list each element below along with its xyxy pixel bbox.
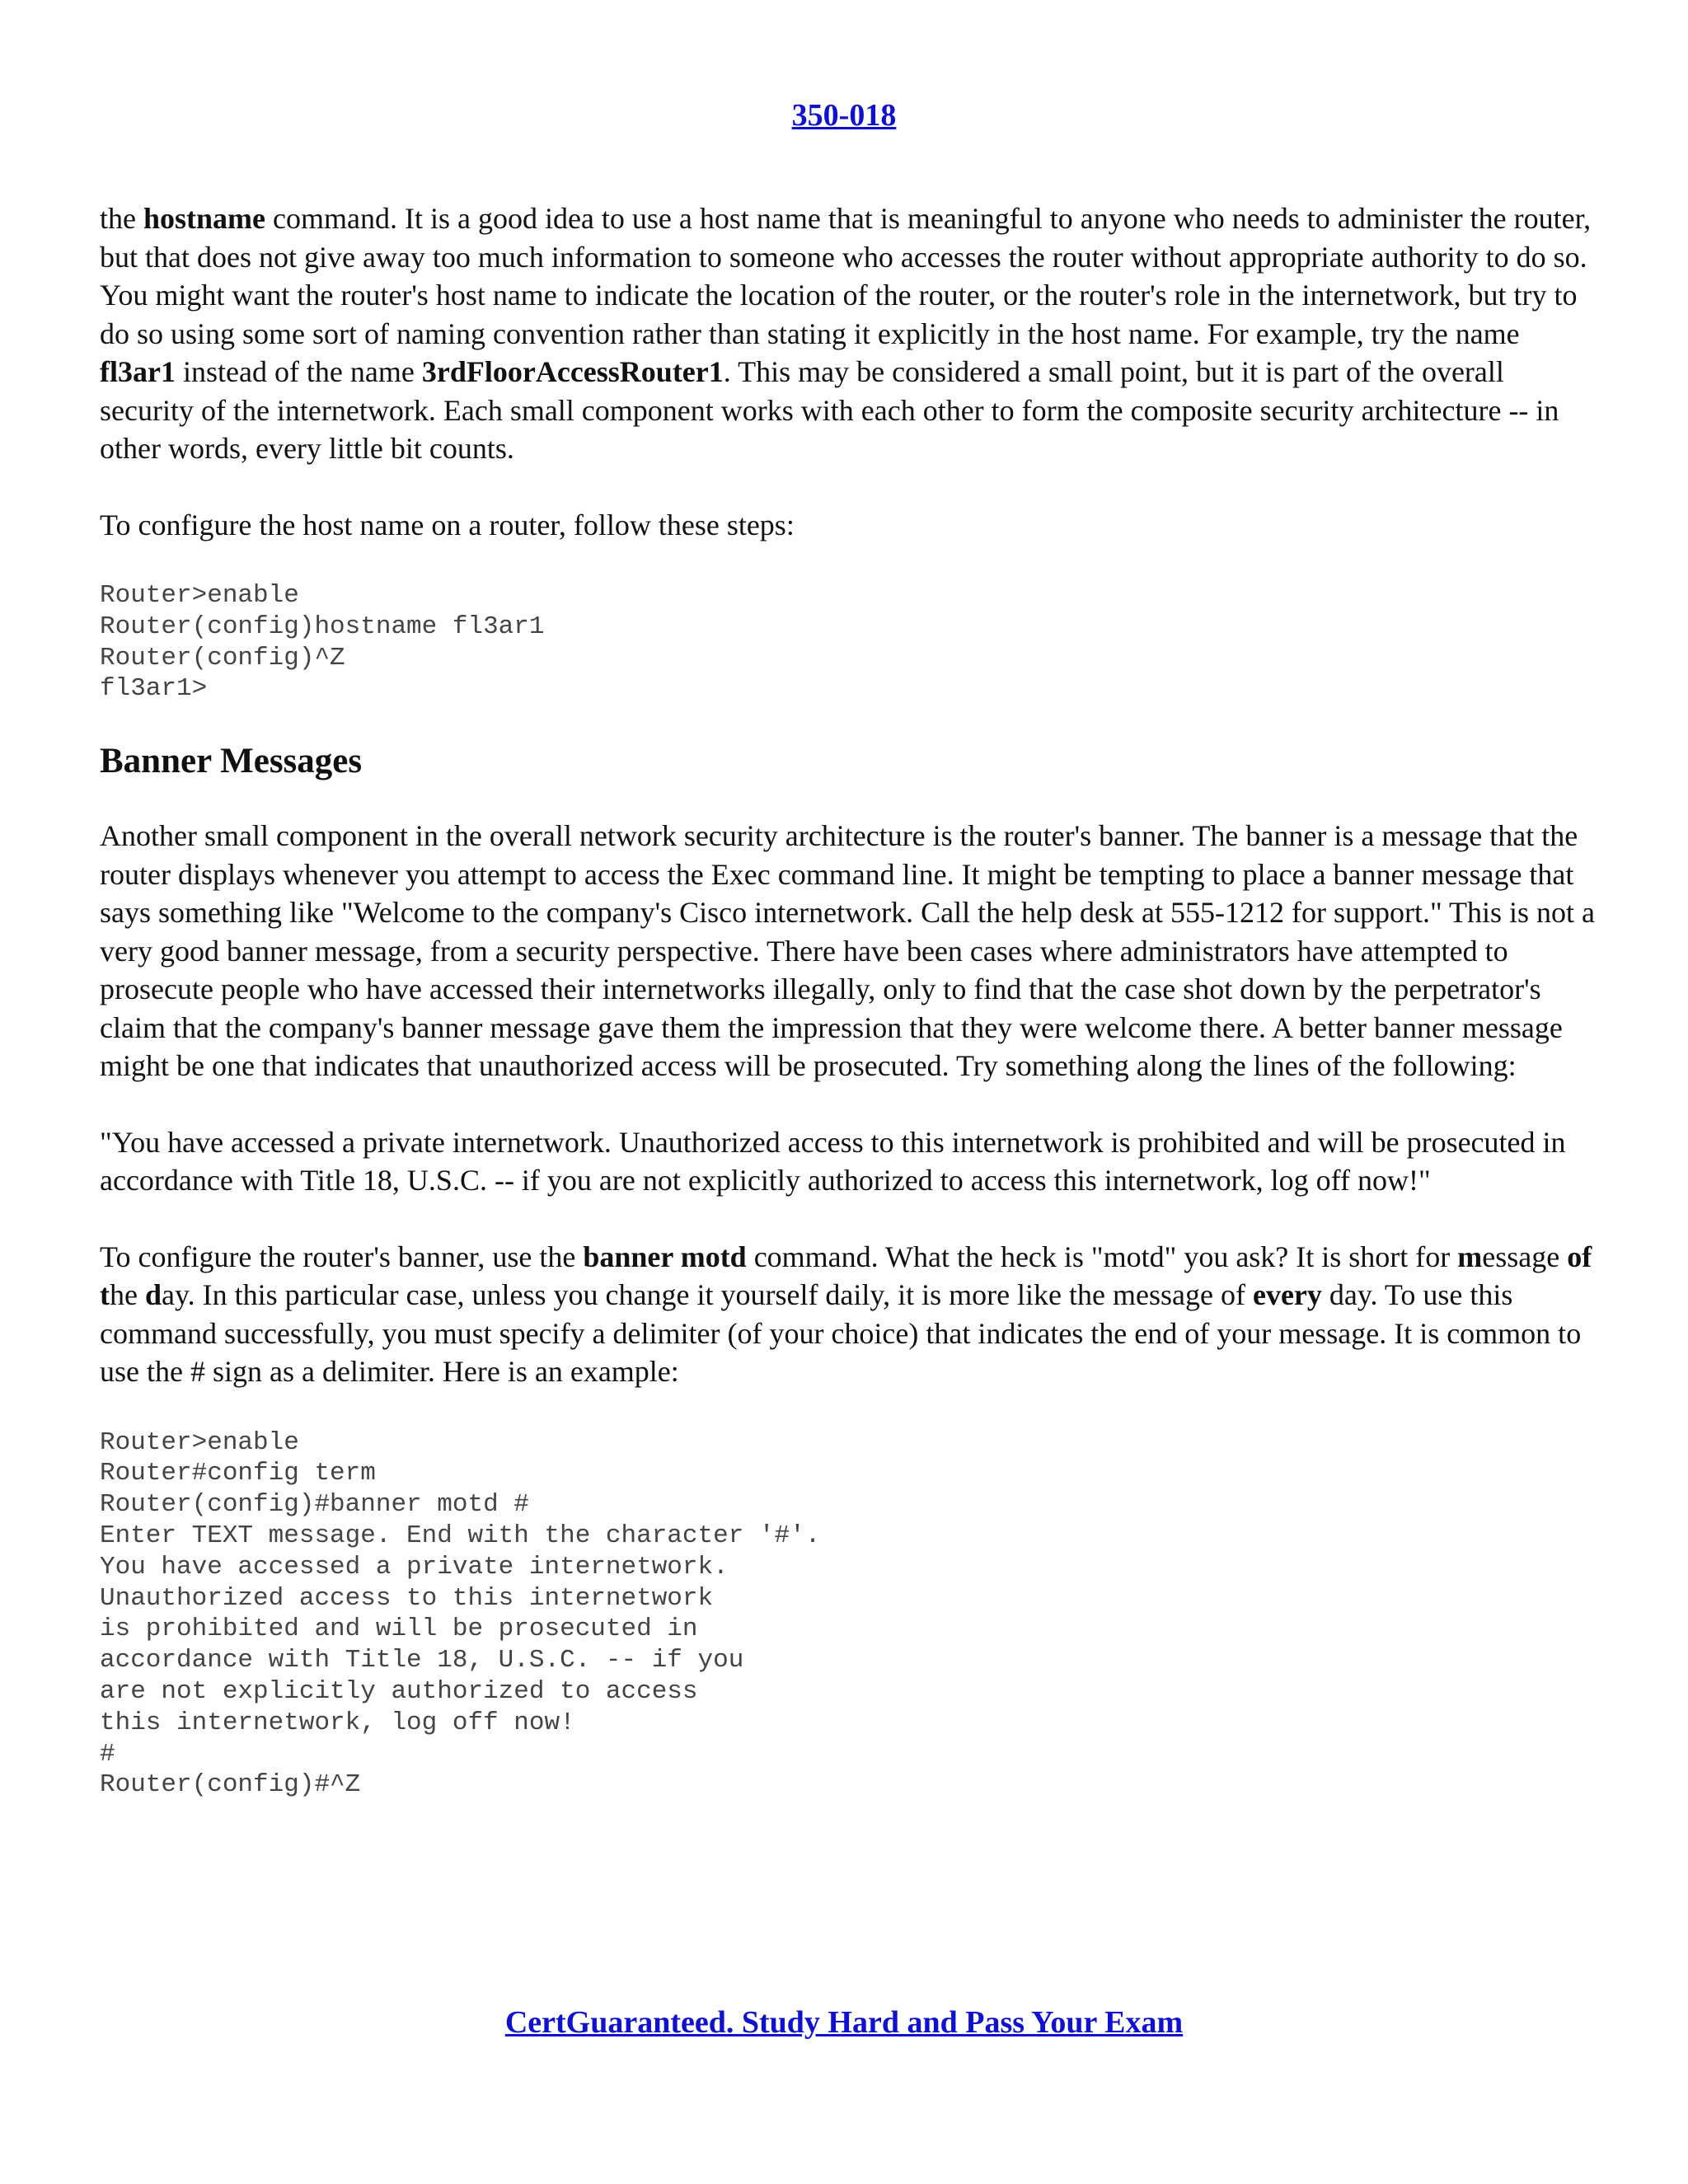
example-long-name: 3rdFloorAccessRouter1: [421, 355, 724, 388]
hostname-term: hostname: [143, 202, 265, 235]
banner-paragraph: Another small component in the overall network security architecture is the router's banner. The banner is a message that the router displays whenever you attempt to access the Exec command line. It might be tempting to place a banner message that says something like "Welcome to the company's Cisco internetwork. Call the help desk at 555-1212 for support." This is not a very good banner message, from a security perspective. There have been cases where administrators have attempted to prosecute people who have accessed their internetworks illegally, only to find that the case shot down by the perpetrator's claim that the company's banner message gave them the impression that they were welcome there. A better banner message might be one that indicates that unauthorized access will be prosecuted. Try something along the lines of the following:: [100, 819, 1596, 1083]
header-exam-code-link[interactable]: 350-018: [791, 98, 897, 133]
text-run: ay. In this particular case, unless you change it yourself daily, it is more like the message of: [162, 1278, 1253, 1312]
footer-certguaranteed-link[interactable]: CertGuaranteed. Study Hard and Pass Your Exam: [504, 2005, 1184, 2040]
example-short-name: fl3ar1: [100, 355, 176, 388]
banner-messages-heading: Banner Messages: [100, 742, 363, 781]
banner-motd-term: banner motd: [583, 1240, 747, 1273]
hostname-code-block: Router>enable Router(config)hostname fl3ar1 Router(config)^Z fl3ar1>: [100, 581, 545, 704]
motd-letter-d: d: [144, 1278, 162, 1312]
text-run: essage: [1482, 1240, 1568, 1273]
text-run: he: [110, 1278, 145, 1312]
motd-letter-t: t: [100, 1278, 110, 1312]
text-run: To configure the router's banner, use the: [100, 1240, 584, 1273]
motd-letter-of: of: [1567, 1240, 1592, 1273]
banner-example-quote: "You have accessed a private internetwork. Unauthorized access to this internetwork is prohibited and will be prosecuted in accordance with Title 18, U.S.C. -- if you are not explicitly authorized to access this internetwork, log off now!": [100, 1125, 1566, 1197]
text-run: command. What the heck is "motd" you ask? It is short for: [746, 1240, 1458, 1273]
motd-letter-m: m: [1457, 1240, 1483, 1273]
hostname-steps-intro: To configure the host name on a router, follow these steps:: [100, 508, 795, 541]
text-run: . This may be considered a small point, but it is part of the overall security of the internetwork. Each small component works with each other to form the composite security architecture -- in other words, every little bit counts.: [100, 355, 1559, 465]
banner-code-block: Router>enable Router#config term Router(config)#banner motd # Enter TEXT message. End with the character '#'. You have accessed a private internetwork. Unauthorized access to this internetwork is prohibited and will be prosecuted in accordance with Title 18, U.S.C. -- if you are not explicitly authorized to access this internetwork, log off now! # Router(config)#^Z: [100, 1427, 821, 1800]
every-term: every: [1252, 1278, 1322, 1312]
text-run: instead of the name: [175, 355, 422, 388]
text-run: command. It is a good idea to use a host name that is meaningful to anyone who needs to administer the router, but that does not give away too much information to someone who accesses the router without appropriate authority to do so. You might want the router's host name to indicate the location of the router, or the router's role in the internetwork, but try to do so using some sort of naming convention rather than stating it explicitly in the host name. For example, try the name: [100, 202, 1592, 350]
text-run: the: [100, 202, 143, 235]
text-run: day. To use this command successfully, you must specify a delimiter (of your choice) that indicates the end of your message. It is common to use the # sign as a delimiter. Here is an example:: [100, 1278, 1582, 1389]
hostname-paragraph: [100, 199, 1600, 468]
page-content: [100, 199, 1600, 1801]
motd-paragraph: [100, 1238, 1600, 1391]
